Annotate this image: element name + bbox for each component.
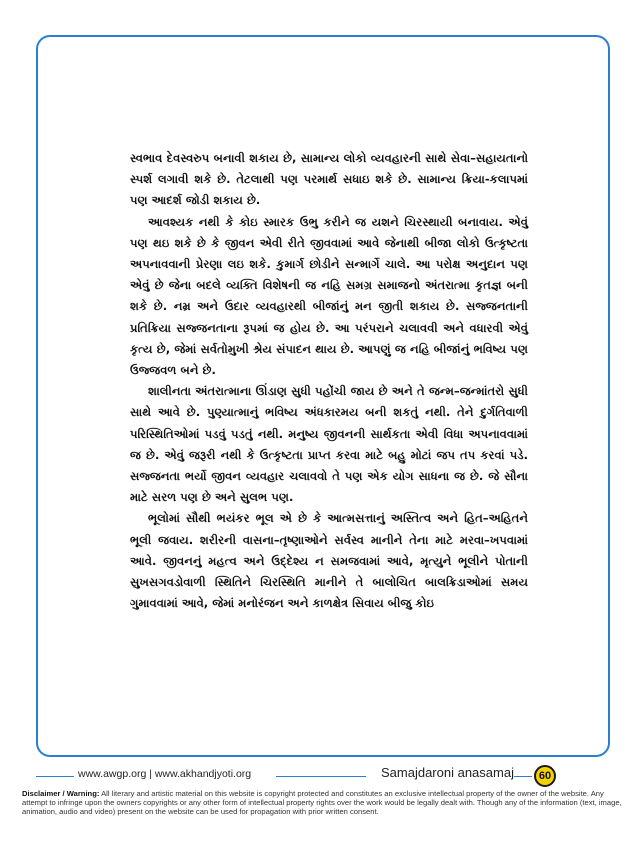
- footer-rule-middle: [276, 776, 366, 777]
- paragraph-3: શાલીનતા અંતરાત્માના ઊંડાણ સુધી પહોંચી જાય છે અને તે જન્મ–જન્માંતરો સુધી સાથે આવે છે. પુણ્યાત્માનું ભવિષ્ય અંધકારમય બની શકતું નથી. તેને દુર્ગતિવાળી પરિસ્થિતિઓમાં પડવું પડતું નથી. મનુષ્ય જીવનની સાર્થકતા એવી વિધા અપનાવવામાં જ છે. એવું જરૂરી નથી કે ઉત્કૃષ્ટતા પ્રાપ્ત કરવા માટે બહુ મોટાં જપ તપ કરવાં પડે. સજ્જનતા ભર્યો જીવન વ્યવહાર ચલાવવો તે પણ એક યોગ સાધના જ છે. જે સૌના માટે સરળ પણ છે અને સુલભ પણ.: [130, 384, 528, 505]
- paragraph-2: આવશ્યક નથી કે કોઇ સ્મારક ઉભુ કરીને જ યશને ચિરસ્થાયી બનાવાય. એવું પણ થઇ શકે છે કે જીવન એવી રીતે જીવવામાં આવે જેનાથી બીજા લોકો ઉત્કૃષ્ટતા અપનાવવાની પ્રેરણા લઇ શકે. કુમાર્ગ છોડીને સન્માર્ગે ચાલે. આ પરોક્ષ અનુદાન પણ એવું છે જેના બદલે વ્યક્તિ વિશેષની જ નહિ સમગ્ર સમાજનો અંતરાત્મા કૃતજ્ઞ બની શકે છે. નમ્ર અને ઉદાર વ્યવહારથી બીજાંનું મન જીતી શકાય છે. સજ્જનતાની પ્રતિક્રિયા સજ્જનતાના રૂપમાં જ હોય છે. આ પરંપરાને ચલાવવી અને વધારવી એવું કૃત્ય છે, જેમાં સર્વતોમુખી શ્રેય સંપાદન થાય છે. આપણું જ નહિ બીજાંનું ભવિષ્ય પણ ઉજ્જવળ બને છે.: [130, 214, 528, 378]
- paragraph-1: સ્વભાવ દેવસ્વરુપ બનાવી શકાય છે, સામાન્ય લોકો વ્યવહારની સાથે સેવા–સહાયતાનો સ્પર્શ લગાવી શકે છે. તેટલાથી પણ પરમાર્થ સધાઇ શકે છે. સામાન્ય ક્રિયા-કલાપમાં પણ આદર્શ જોડી શકાય છે.: [130, 151, 528, 208]
- website-links[interactable]: www.awgp.org | www.akhandjyoti.org: [78, 768, 252, 780]
- footer-rule-left: [36, 776, 74, 777]
- disclaimer-label: Disclaimer / Warning:: [22, 789, 100, 798]
- disclaimer-text: All literary and artistic material on this website is copyright protected and constitutes an exclusive intellectual property of the owner of the website. Any attempt to infringe upon the owners copyrights or any other form of intellectual property rights over the work would be legally dealt with. Though any of the information (text, image, animation, audio and video) present on the website can be used for propagation with prior written consent.: [22, 789, 622, 816]
- disclaimer: [22, 789, 628, 816]
- page-footer: [36, 764, 610, 788]
- book-title: Samajdaroni anasamaj: [381, 765, 514, 780]
- footer-rule-right: [514, 776, 532, 777]
- article-body: [130, 148, 528, 614]
- paragraph-4: ભૂલોમાં સૌથી ભયંકર ભૂલ એ છે કે આત્મસત્તાનું અસ્તિત્વ અને હિત–અહિતને ભૂલી જવાય. શરીરની વાસના–તૃષ્ણાઓને સર્વસ્વ માનીને તેના માટે મરવા–ખપવામાં આવે. જીવનનું મહત્વ અને ઉદ્દેશ્ય ન સમજવામાં આવે, મૃત્યુને ભૂલીને પોતાની સુખસગવડોવાળી સ્થિતિને ચિરસ્થિતિ માનીને તે બાલોચિત બાલક્રિડાઓમાં સમય ગુમાવવામાં આવે, જેમાં મનોરંજન અને કાળક્ષેત્ર સિવાય બીજુ કોઇ: [130, 511, 528, 611]
- page-number-badge: 60: [534, 765, 556, 787]
